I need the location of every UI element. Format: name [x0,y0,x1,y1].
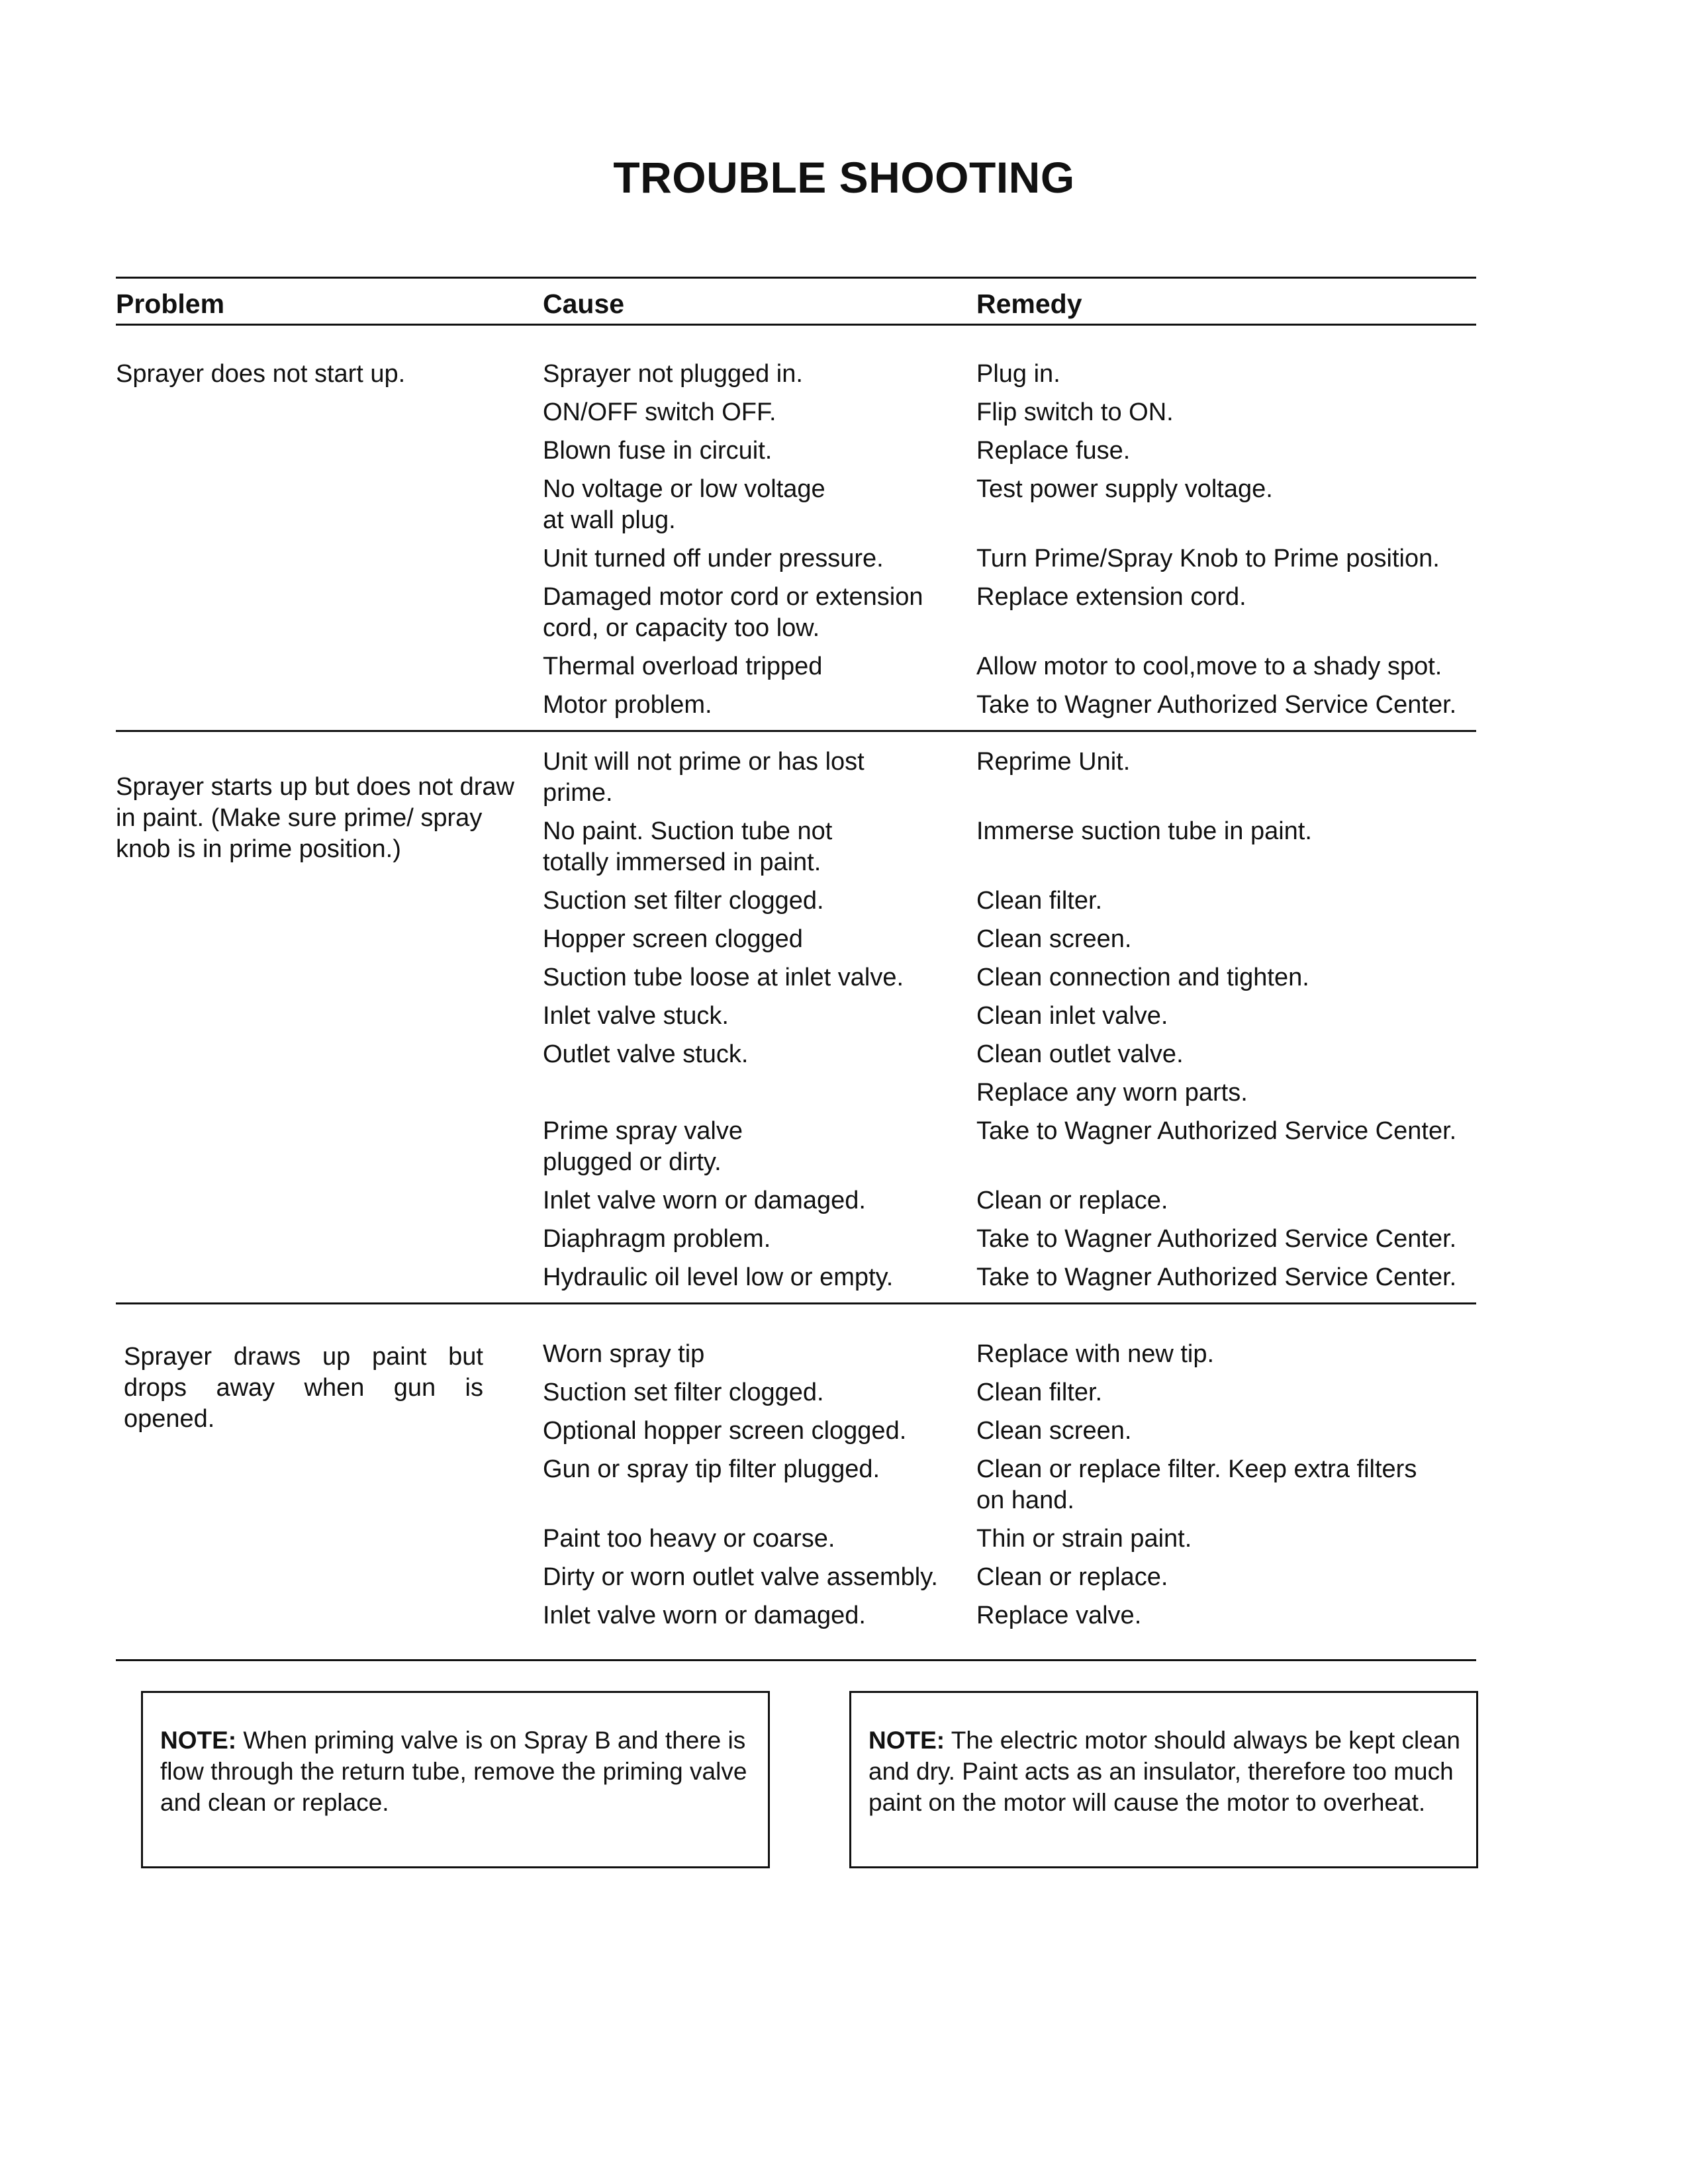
cause-cell: Unit turned off under pressure. [543,545,884,572]
remedy-cell: Clean screen. [976,1417,1132,1445]
cause-cell: Thermal overload tripped [543,653,823,680]
remedy-cell: Take to Wagner Authorized Service Center. [976,1263,1457,1291]
remedy-cell: Clean or replace. [976,1563,1168,1591]
cause-cell: Damaged motor cord or extension cord, or capacity too low. [543,583,923,642]
cause-cell: Paint too heavy or coarse. [543,1525,835,1553]
remedy-cell: Replace any worn parts. [976,1079,1248,1107]
table-bottom-rule [116,1659,1476,1661]
note-label: NOTE: [868,1727,945,1754]
cause-cell: No voltage or low voltage at wall plug. [543,475,825,534]
remedy-cell: Replace with new tip. [976,1340,1215,1368]
table-row [543,1454,1476,1516]
cause-remedy-list [543,359,1476,721]
note-text: When priming valve is on Spray B and there is flow through the return tube, remove the priming valve and clean or replace. [160,1727,747,1816]
cause-cell: ON/OFF switch OFF. [543,398,776,426]
cause-cell: Suction tube loose at inlet valve. [543,964,904,991]
cause-cell: Prime spray valve plugged or dirty. [543,1117,743,1176]
table-row [543,1077,1476,1109]
cause-cell: Worn spray tip [543,1340,705,1368]
cause-cell: Outlet valve stuck. [543,1040,749,1068]
table-row [543,1339,1476,1370]
remedy-cell: Reprime Unit. [976,748,1131,776]
remedy-cell: Clean outlet valve. [976,1040,1184,1068]
cause-cell: Blown fuse in circuit. [543,437,773,465]
cause-cell: Suction set filter clogged. [543,1379,824,1406]
remedy-cell: Take to Wagner Authorized Service Center. [976,691,1457,719]
header-cause: Cause [543,289,625,319]
table-row [543,1001,1476,1032]
table-row [543,474,1476,536]
remedy-cell: Allow motor to cool,move to a shady spot. [976,653,1442,680]
table-section [116,1304,1476,1659]
remedy-cell: Take to Wagner Authorized Service Center. [976,1225,1457,1253]
table-row [543,816,1476,878]
remedy-cell: Clean screen. [976,925,1132,953]
remedy-cell: Clean filter. [976,887,1103,915]
table-row [543,1185,1476,1216]
troubleshooting-table [116,277,1476,1661]
table-header [116,279,1476,324]
table-row [543,1116,1476,1178]
note-box-priming [141,1691,770,1868]
table-section [116,326,1476,730]
cause-remedy-list [543,1339,1476,1631]
cause-cell: Inlet valve worn or damaged. [543,1602,866,1629]
remedy-cell: Test power supply voltage. [976,475,1273,503]
table-row [543,924,1476,955]
remedy-cell: Plug in. [976,360,1060,388]
remedy-cell: Clean or replace. [976,1187,1168,1214]
table-row [543,543,1476,574]
table-row [543,962,1476,993]
table-row [543,435,1476,467]
note-box-motor [849,1691,1478,1868]
cause-cell: Diaphragm problem. [543,1225,771,1253]
table-row [543,1377,1476,1408]
cause-cell: Dirty or worn outlet valve assembly. [543,1563,938,1591]
cause-cell: Hopper screen clogged [543,925,803,953]
cause-cell: Sprayer not plugged in. [543,360,803,388]
cause-cell: Gun or spray tip filter plugged. [543,1455,880,1483]
table-row [543,1224,1476,1255]
remedy-cell: Clean filter. [976,1379,1103,1406]
table-row [543,582,1476,644]
problem-cell: Sprayer starts up but does not draw in paint. (Make sure prime/ spray knob is in prime position.) [116,773,514,863]
remedy-cell: Replace valve. [976,1602,1142,1629]
remedy-cell: Clean connection and tighten. [976,964,1309,991]
table-row [543,1524,1476,1555]
table-row [543,1262,1476,1293]
remedy-cell: Turn Prime/Spray Knob to Prime position. [976,545,1440,572]
cause-cell [543,1077,976,1109]
remedy-cell: Replace extension cord. [976,583,1246,611]
table-row [543,1562,1476,1593]
note-text: The electric motor should always be kept clean and dry. Paint acts as an insulator, therefore too much paint on the motor will cause the motor to overheat. [868,1727,1460,1816]
table-section [116,732,1476,1302]
table-row [543,651,1476,682]
table-row [543,1600,1476,1631]
remedy-cell: Take to Wagner Authorized Service Center. [976,1117,1457,1145]
cause-cell: Hydraulic oil level low or empty. [543,1263,894,1291]
problem-cell: Sprayer does not start up. [116,360,406,388]
page-title: TROUBLE SHOOTING [613,153,1075,202]
table-row [543,690,1476,721]
header-remedy: Remedy [976,289,1082,319]
cause-cell: Unit will not prime or has lost prime. [543,748,865,807]
header-problem: Problem [116,289,225,319]
problem-cell: Sprayer draws up paint but drops away when gun is opened. [124,1343,483,1433]
cause-cell: Motor problem. [543,691,712,719]
cause-cell: Optional hopper screen clogged. [543,1417,907,1445]
table-row [543,359,1476,390]
table-row [543,886,1476,917]
cause-cell: No paint. Suction tube not totally immersed in paint. [543,817,833,876]
remedy-cell: Thin or strain paint. [976,1525,1192,1553]
table-row [543,397,1476,428]
note-label: NOTE: [160,1727,237,1754]
table-row [543,1039,1476,1070]
cause-cell: Inlet valve worn or damaged. [543,1187,866,1214]
remedy-cell: Clean inlet valve. [976,1002,1168,1030]
table-row [543,1416,1476,1447]
cause-remedy-list [543,747,1476,1293]
cause-cell: Suction set filter clogged. [543,887,824,915]
remedy-cell: Replace fuse. [976,437,1131,465]
cause-cell: Inlet valve stuck. [543,1002,729,1030]
table-row [543,747,1476,809]
remedy-cell: Flip switch to ON. [976,398,1174,426]
remedy-cell: Clean or replace filter. Keep extra filters on hand. [976,1455,1417,1514]
remedy-cell: Immerse suction tube in paint. [976,817,1312,845]
